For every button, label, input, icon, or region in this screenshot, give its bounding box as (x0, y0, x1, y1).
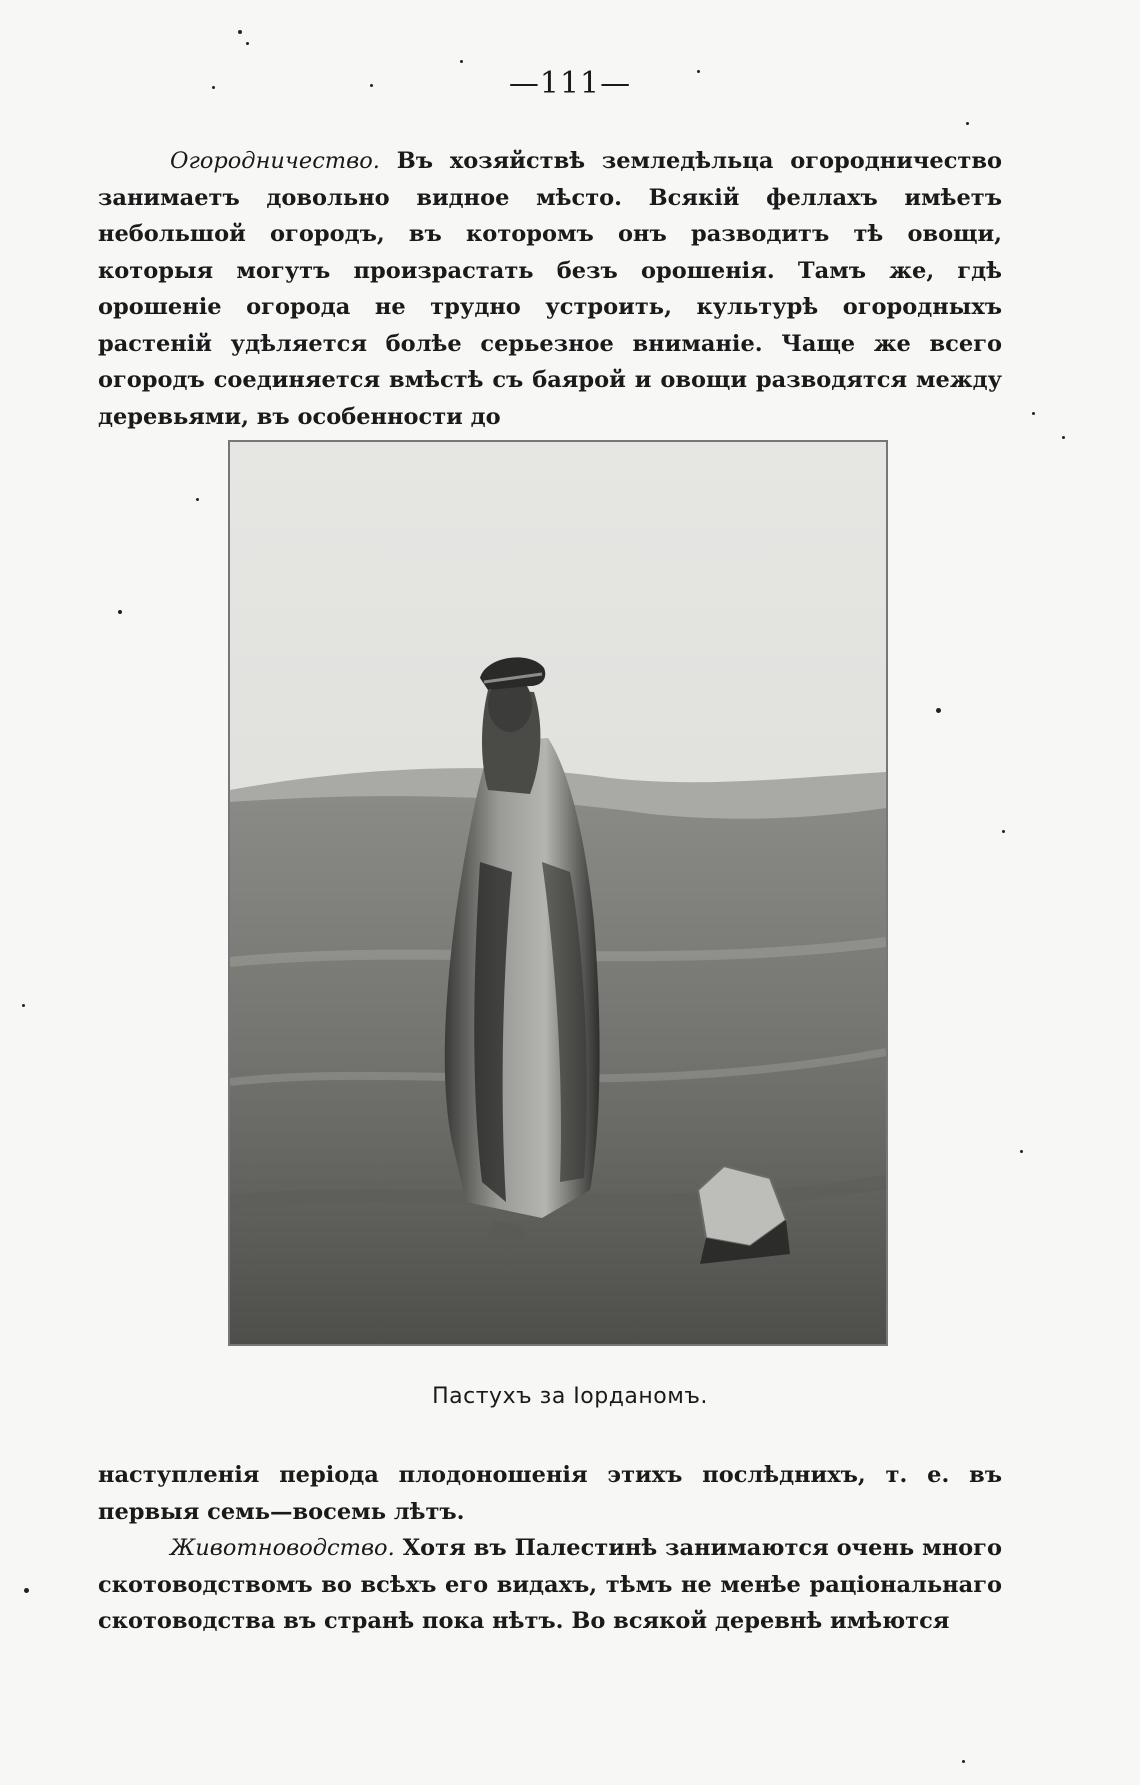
scan-speck (1032, 412, 1035, 415)
paragraph-livestock-text: Хотя въ Палестинѣ занимаются очень много скотоводствомъ во всѣхъ его видахъ, тѣмъ не менѣе раціональнаго скотоводства въ странѣ пока нѣтъ. Во всякой деревнѣ имѣются (98, 1535, 1002, 1634)
paragraph-continuation-text: наступленія періода плодоношенія этихъ послѣднихъ, т. е. въ первыя семь—восемь лѣтъ. (98, 1462, 1002, 1525)
section-heading-livestock: Животноводство. (170, 1535, 395, 1561)
paragraph-gardening (98, 143, 1002, 435)
scan-speck (966, 122, 969, 125)
scan-speck (246, 42, 249, 45)
scan-speck (196, 498, 199, 501)
section-heading-gardening: Огородничество. (170, 148, 380, 174)
scan-speck (1002, 830, 1005, 833)
scan-speck (24, 1588, 29, 1593)
scan-speck (1020, 1150, 1023, 1153)
scan-speck (1062, 436, 1065, 439)
page-number: —111— (508, 66, 632, 101)
scan-speck (22, 1004, 25, 1007)
photo-shepherd-image (230, 442, 886, 1344)
figure-caption: Пастухъ за Іорданомъ. (432, 1384, 708, 1409)
scan-speck (118, 610, 122, 614)
photo-shepherd (228, 440, 888, 1346)
paragraph-bottom (98, 1457, 1002, 1640)
paragraph-gardening-text: Въ хозяйствѣ земледѣльца огородничество занимаетъ довольно видное мѣсто. Всякій феллахъ имѣетъ небольшой огородъ, въ которомъ онъ разводитъ тѣ овощи, которыя могутъ произрастать безъ орошенія. Тамъ же, гдѣ орошеніе огорода не трудно устроить, культурѣ огородныхъ растеній удѣляется болѣе серьезное вниманіе. Чаще же всего огородъ соединяется вмѣстѣ съ баярой и овощи разводятся между деревьями, въ особенности до (98, 148, 1002, 430)
scan-speck (936, 708, 941, 713)
scan-speck (460, 60, 463, 63)
scan-speck (962, 1760, 965, 1763)
scan-speck (238, 30, 242, 34)
